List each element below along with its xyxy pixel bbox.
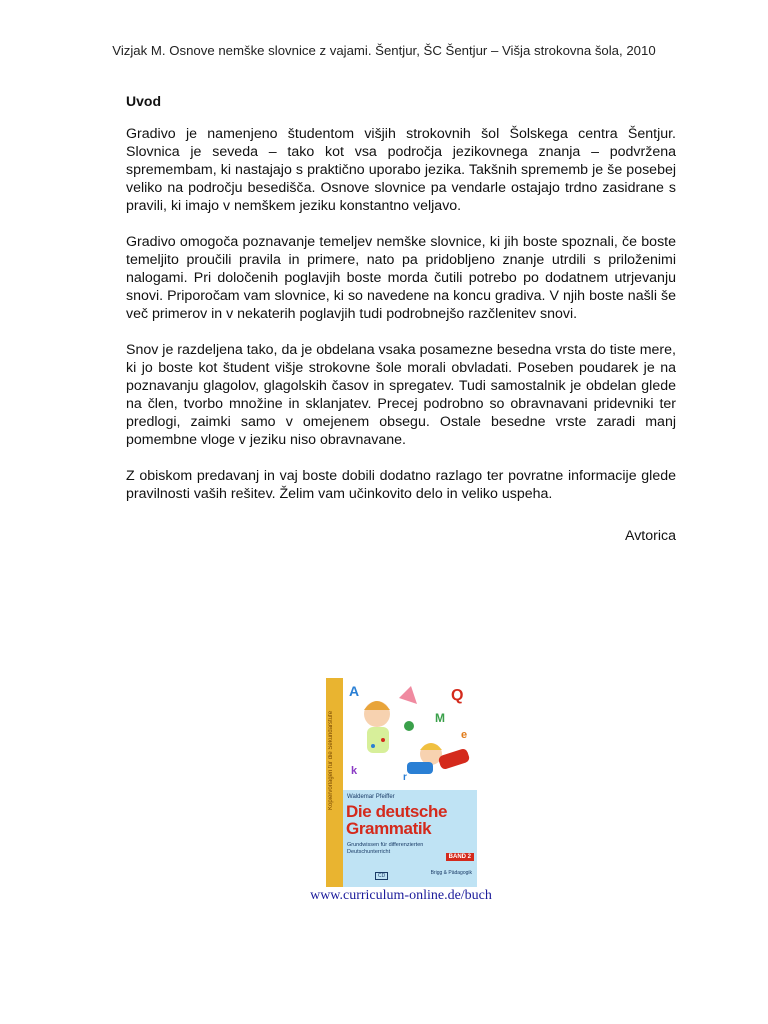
author-signature: Avtorica xyxy=(625,528,676,544)
svg-text:Q: Q xyxy=(451,687,464,704)
cover-subtitle: Grundwissen für differenzierten Deutschunterricht xyxy=(347,842,424,855)
book-cover-image xyxy=(326,678,477,887)
paragraph-2: Gradivo omogoča poznavanje temeljev nemške slovnice, ki jih boste spoznali, če boste temeljito proučili pravila in primere, nato pa pridobljeno znanje utrdili s priloženimi nalogami. Pri določenih poglavjih boste morda čutili potrebo po dodatnem utrjevanju snovi. Priporočam vam slovnice, ki so navedene na koncu gradiva. V njih boste našli še več primerov in v nekaterih poglavjih tudi podrobnejšo razčlenitev snovi. xyxy=(126,234,676,322)
paragraph-4: Z obiskom predavanj in vaj boste dobili dodatno razlago ter povratne informacije glede pravilnosti vaših rešitev. Želim vam učinkovito delo in veliko uspeha. xyxy=(126,468,676,502)
cover-cd-logo: CD xyxy=(375,872,388,880)
cover-author: Waldemar Pfeiffer xyxy=(347,794,395,800)
svg-text:A: A xyxy=(349,683,360,699)
svg-text:M: M xyxy=(435,711,445,725)
curriculum-online-link[interactable]: www.curriculum-online.de/buch xyxy=(310,888,492,903)
cover-band-badge: BAND 2 xyxy=(446,853,474,861)
cover-title-line-2: Grammatik xyxy=(346,819,432,838)
cover-title-line-1: Die deutsche xyxy=(346,802,448,821)
paragraph-3: Snov je razdeljena tako, da je obdelana vsaka posamezne besedna vrsta do tiste mere, ki jo boste kot študent višje strokovne šole morali obvladati. Poseben poudarek je na poznavanju glagolov, glagolskih časov in spregatev. Tudi samostalnik je obdelan glede na člen, tvorbo množine in sklanjatev. Precej podrobno so obravnavani pridevniki ter predlogi, zaimki samo v omejenem obsegu. Ostale besedne vrste zaradi manj pomembne vloge v jeziku niso obravnavane. xyxy=(126,342,676,448)
svg-text:k: k xyxy=(351,765,358,777)
children-letters-illustration xyxy=(343,678,477,790)
paragraph-1: Gradivo je namenjeno študentom višjih strokovnih šol Šolskega centra Šentjur. Slovnica je seveda – tako kot vsa področja jezikovnega znanja – podvržena spremembam, ki nastajajo s praktično uporabo jezika. Takšnih sprememb je še posebej veliko na področju besedišča. Osnove slovnice pa vendarle ostajajo trdno zasidrane s pravili, ki imajo v nemškem jeziku konstantno veljavo. xyxy=(126,126,676,214)
cover-publisher: Brigg & Pädagogik xyxy=(430,870,472,876)
running-header: Vizjak M. Osnove nemške slovnice z vajami. Šentjur, ŠC Šentjur – Višja strokovna šola, 2010 xyxy=(112,43,656,58)
svg-text:r: r xyxy=(403,772,407,783)
document-body xyxy=(126,92,676,545)
cover-illustration xyxy=(343,678,477,790)
svg-text:e: e xyxy=(461,729,468,741)
cover-title xyxy=(346,803,447,837)
section-heading: Uvod xyxy=(126,93,161,109)
cover-spine-text: Kopiervorlagen für die Sekundarstufe xyxy=(328,710,334,810)
cover-title-panel xyxy=(343,790,477,887)
cover-spine xyxy=(326,678,343,887)
